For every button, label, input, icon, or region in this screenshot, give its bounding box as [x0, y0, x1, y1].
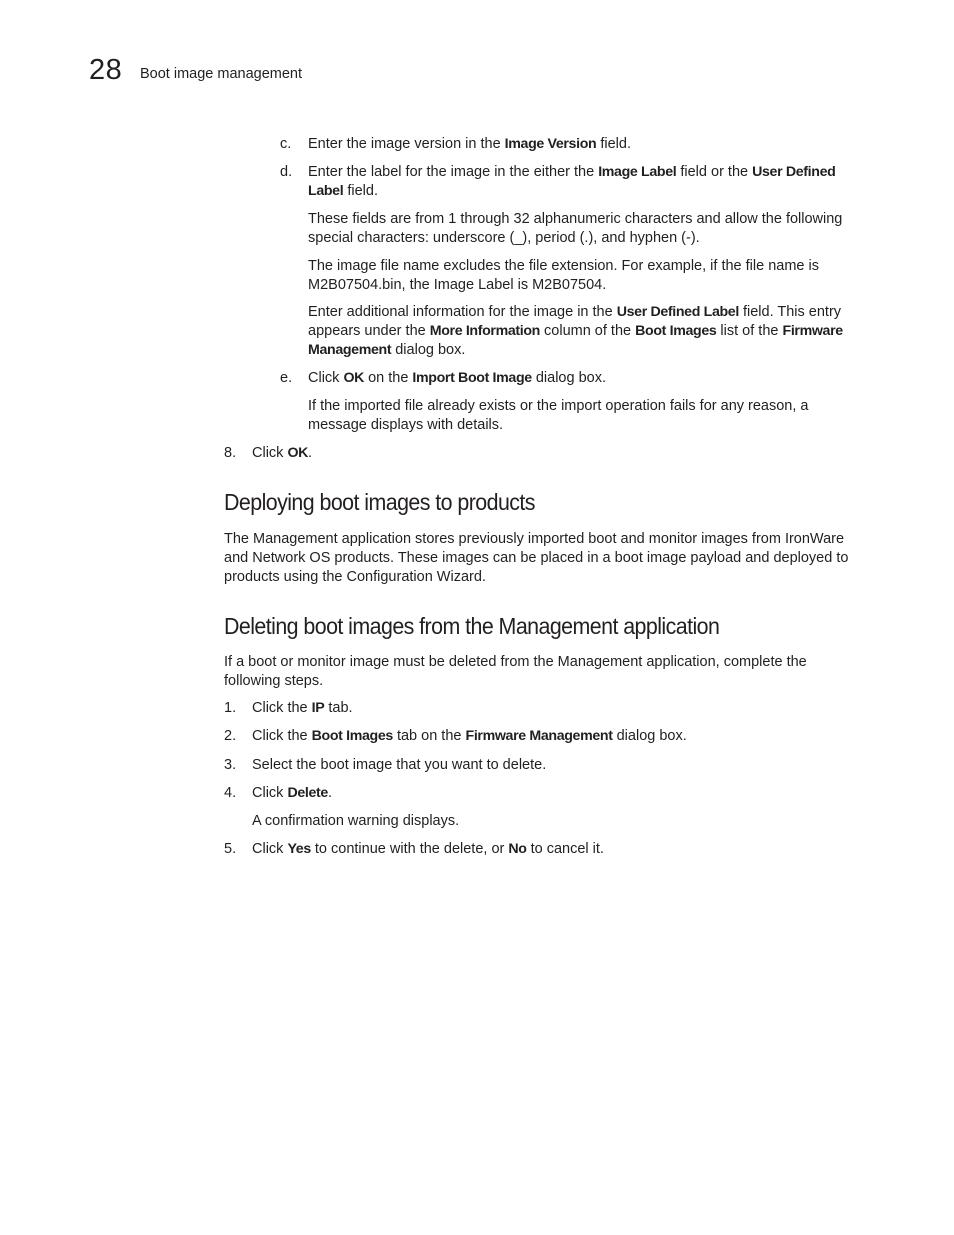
section-paragraph [224, 530, 864, 586]
text-run: . [327, 785, 332, 801]
text-run: A confirmation warning displays. [252, 813, 460, 829]
text-run: tab. [324, 700, 353, 716]
text-run: If the imported file already exists or the import operation fails for any reason, a message displays with details. [308, 398, 809, 433]
text-run: field. This entry appears under the [308, 304, 842, 339]
ui-term: OK [287, 445, 309, 461]
text-run: Click the [252, 700, 312, 716]
step-text [252, 727, 852, 746]
step-text [252, 699, 852, 718]
chapter-number: 28 [89, 54, 123, 86]
ui-term: Boot Images [635, 322, 717, 339]
text-run: The Management application stores previously imported boot and monitor images from IronWare and Network OS products. These images can be placed in a boot image payload and deployed to products using the Configuration Wizard. [224, 531, 849, 585]
ui-term: Firmware Management [465, 728, 613, 744]
text-run: If a boot or monitor image must be deleted from the Management application, complete the following steps. [224, 654, 807, 689]
text-run: Click [308, 370, 344, 386]
text-run: dialog box. [531, 370, 606, 386]
sub-step-text [308, 135, 868, 154]
section-paragraph [224, 653, 844, 691]
text-run: Click [252, 841, 288, 857]
step-label: 5. [224, 841, 237, 857]
text-run: Click [252, 785, 288, 801]
text-run: dialog box. [612, 728, 687, 744]
section-heading-deploying: Deploying boot images to products [224, 489, 535, 515]
ui-term: Image Label [598, 164, 677, 180]
ui-term: OK [343, 370, 365, 386]
text-run: The image file name excludes the file extension. For example, if the file name is M2B07504.bin, the Image Label is M2B07504. [308, 258, 819, 293]
ui-term: Boot Images [311, 728, 393, 744]
sub-step-label: d. [280, 164, 293, 180]
ui-term: User Defined Label [616, 304, 739, 320]
text-run: on the [364, 370, 413, 386]
section-heading-deleting: Deleting boot images from the Management application [224, 613, 720, 639]
step-label: 1. [224, 700, 237, 716]
text-run: tab on the [392, 728, 466, 744]
step-text [252, 784, 852, 803]
text-run: field or the [676, 164, 753, 180]
step-label: 4. [224, 785, 237, 801]
ui-term: Image Version [504, 136, 597, 152]
step-text [252, 444, 812, 463]
text-run: Select the boot image that you want to delete. [252, 757, 547, 773]
ui-term: Delete [287, 785, 328, 801]
step-label: 2. [224, 728, 237, 744]
text-run: . [308, 445, 313, 461]
sub-step-note [308, 397, 838, 435]
step-label: 8. [224, 445, 237, 461]
text-run: list of the [716, 322, 783, 339]
sub-step-label: e. [280, 370, 293, 386]
text-run: Enter the image version in the [308, 136, 505, 152]
text-run: column of the [540, 322, 636, 339]
ui-term: User Defined Label [308, 164, 836, 199]
text-run: These fields are from 1 through 32 alphanumeric characters and allow the following special characters: underscore (_), period (.), and hyphen (-). [308, 211, 843, 246]
sub-step-note [308, 257, 838, 295]
ui-term: More Information [429, 322, 540, 339]
sub-step-note [308, 303, 868, 359]
text-run: Enter additional information for the image in the [308, 304, 617, 320]
sub-step-label: c. [280, 136, 292, 152]
step-note [252, 812, 852, 831]
ui-term: No [508, 841, 527, 857]
step-label: 3. [224, 757, 237, 773]
text-run: to cancel it. [526, 841, 604, 857]
text-run: Enter the label for the image in the either the [308, 164, 599, 180]
sub-step-note [308, 210, 868, 248]
ui-term: IP [311, 700, 325, 716]
text-run: dialog box. [391, 341, 466, 358]
step-text [252, 756, 852, 775]
ui-term: Import Boot Image [412, 370, 532, 386]
sub-step-text [308, 369, 868, 388]
chapter-title: Boot image management [140, 66, 303, 82]
text-run: field. [343, 182, 378, 199]
text-run: to continue with the delete, or [310, 841, 509, 857]
ui-term: Yes [287, 841, 311, 857]
ui-term: Firmware Management [308, 322, 843, 358]
step-text [252, 840, 852, 859]
text-run: field. [596, 136, 631, 152]
sub-step-text [308, 163, 860, 201]
text-run: Click [252, 445, 288, 461]
text-run: Click the [252, 728, 312, 744]
